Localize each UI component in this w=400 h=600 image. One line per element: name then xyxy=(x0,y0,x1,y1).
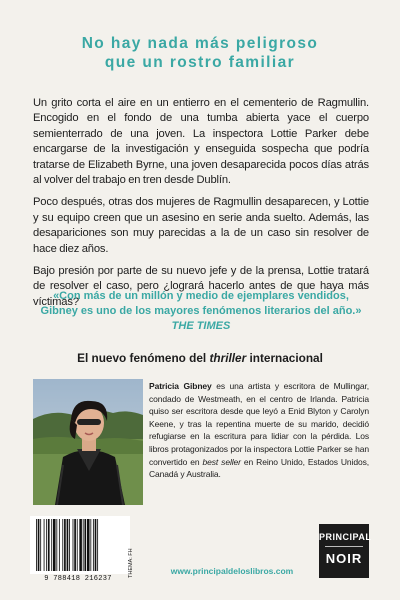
isbn-digits: 9 788418 216237 xyxy=(44,575,112,583)
publisher-logo-divider xyxy=(325,546,363,547)
barcode-bar xyxy=(69,519,70,571)
synopsis xyxy=(33,96,369,317)
press-quote-text: «Con más de un millón y medio de ejemplares vendidos, Gibney es uno de los mayores fenómenos literarios del año.» xyxy=(40,290,362,317)
barcode-bar xyxy=(97,519,98,571)
synopsis-paragraph-1: Un grito corta el aire en un entierro en el cementerio de Ragmullin. Encogido en el fondo de una tumba abierta yace el cuerpo semienterrado de una joven. La inspectora Lottie Parker debe encargarse de la investigación y enseguida sospecha que podría tratarse de Elizabeth Byrne, una joven desaparecida pocos días atrás al volver del trabajo en tren desde Dublín. xyxy=(33,97,369,187)
author-name: Patricia Gibney xyxy=(149,381,212,391)
barcode-bar xyxy=(84,519,86,571)
barcode-bar xyxy=(87,519,90,571)
barcode-bar xyxy=(93,519,94,571)
barcode-bar xyxy=(36,519,37,571)
barcode-bar xyxy=(79,519,82,571)
barcode-bar xyxy=(51,519,52,571)
barcode-bar xyxy=(90,519,91,571)
press-quote-source: THE TIMES xyxy=(171,320,231,332)
barcode-icon xyxy=(30,516,130,574)
barcode-bar xyxy=(77,519,78,571)
barcode-bar xyxy=(59,519,60,571)
tagline-emphasis: thriller xyxy=(209,351,247,365)
barcode-bar xyxy=(73,519,74,571)
author-bio-text-2: en Reino Unido, Estados Unidos, Canadá y Australia. xyxy=(149,456,370,480)
barcode-bar xyxy=(44,519,45,571)
barcode-bar xyxy=(53,519,56,571)
barcode-bar xyxy=(95,519,97,571)
barcode-bar xyxy=(64,519,66,571)
headline-line-1: No hay nada más peligroso xyxy=(81,35,319,52)
publisher-logo-line-2: NOIR xyxy=(325,551,363,566)
headline xyxy=(20,34,380,72)
tagline-after: internacional xyxy=(246,351,323,365)
barcode-bar xyxy=(74,519,76,571)
press-quote xyxy=(36,289,366,334)
tagline-before: El nuevo fenómeno del xyxy=(77,351,210,365)
publisher-website[interactable]: www.principaldeloslibros.com xyxy=(170,566,294,576)
barcode-bar xyxy=(56,519,57,571)
thema-code: THEMA: FH xyxy=(128,548,134,578)
barcode-bar xyxy=(83,519,84,571)
headline-line-2: que un rostro familiar xyxy=(104,54,296,71)
author-photo xyxy=(33,379,143,505)
author-bio xyxy=(149,380,369,481)
publisher-logo xyxy=(319,524,372,578)
barcode-bar xyxy=(46,519,47,571)
publisher-logo-line-1: PRINCIPAL xyxy=(319,532,372,542)
synopsis-paragraph-2: Poco después, otras dos mujeres de Ragmullin desaparecen, y Lottie y su equipo creen que un asesino en serie anda suelto. Además, las desapariciones son muy parecidas a la de un caso sin resolver de hace diez años. xyxy=(33,196,369,255)
isbn-barcode xyxy=(30,516,130,574)
author-photo-illustration xyxy=(33,379,143,505)
author-bio-emphasis: best seller xyxy=(202,456,241,467)
tagline xyxy=(20,351,380,365)
barcode-bar xyxy=(40,519,41,571)
barcode-bar xyxy=(62,519,63,571)
author-bio-text-1: es una artista y escritora de Mullingar, condado de Westmeath, en el centro de Irlanda. Patricia quiso ser escritora desde que leyó a Enid Blyton y Carolyn Keene, y tras la repentina muerte de su marido, decidió refugiarse en la escritura para lidiar con la pérdida. Los libros protagonizados por la inspectora Lottie Parker se han convertido en xyxy=(149,381,369,467)
synopsis-paragraph-3: Bajo presión por parte de su nuevo jefe y de la prensa, Lottie tratará de resolver el caso, pero ¿logrará hacerlo antes de que haya más víctimas? xyxy=(33,265,369,308)
barcode-bar xyxy=(67,519,69,571)
barcode-bar xyxy=(38,519,40,571)
barcode-bar xyxy=(48,519,50,571)
